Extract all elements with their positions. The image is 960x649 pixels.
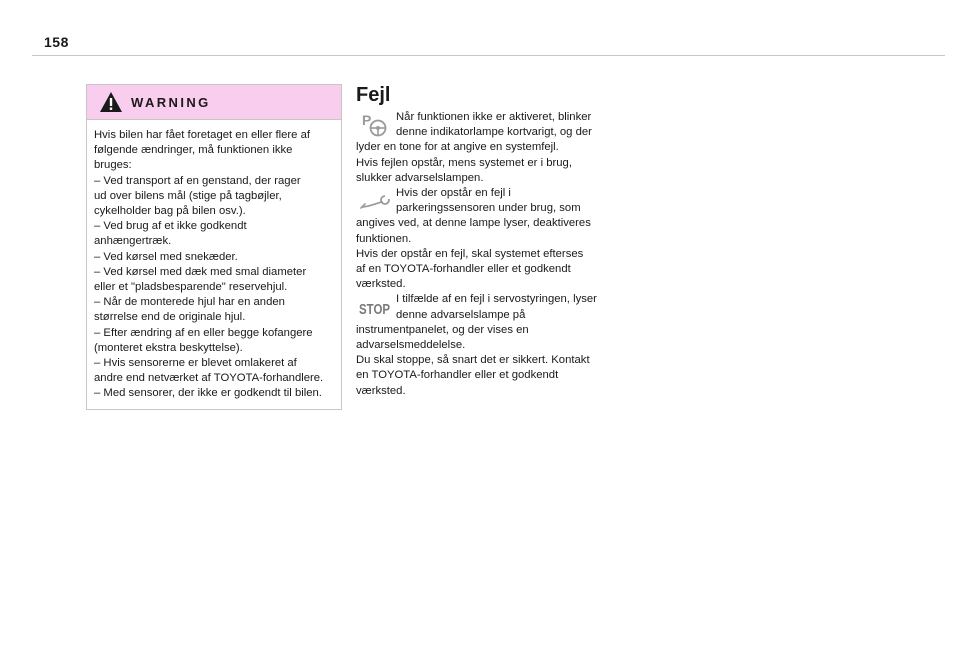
- warning-title: WARNING: [131, 94, 211, 110]
- page-number: 158: [44, 34, 69, 50]
- text-line: lyder en tone for at angive en systemfejl.: [356, 141, 559, 154]
- warning-line: – Hvis sensorerne er blevet omlakeret af: [94, 357, 297, 370]
- text-line: angives ved, at denne lampe lyser, deaktiveres: [356, 217, 591, 230]
- parking-assist-steering-icon: [358, 112, 392, 138]
- text-line: Hvis der opstår en fejl, skal systemet efterses: [356, 247, 584, 260]
- warning-line: – Ved brug af et ikke godkendt: [94, 220, 247, 233]
- text-line: værksted.: [356, 384, 406, 397]
- warning-box: [86, 84, 342, 410]
- fault-block-parking-assist: [356, 110, 608, 140]
- warning-line: andre end netværket af TOYOTA-forhandlere.: [94, 372, 324, 385]
- warning-line: følgende ændringer, må funktionen ikke: [94, 144, 293, 157]
- text-line: værksted.: [356, 278, 406, 291]
- text-line: slukker advarselslampen.: [356, 171, 484, 184]
- text-line: af en TOYOTA-forhandler eller et godkendt: [356, 263, 571, 276]
- text-line: en TOYOTA-forhandler eller et godkendt: [356, 369, 559, 382]
- fault-block-sensor: [356, 186, 608, 216]
- warning-line: ud over bilens mål (stige på tagbøjler,: [94, 189, 282, 202]
- warning-line: – Når de monterede hjul har en anden: [94, 296, 285, 309]
- warning-line: Hvis bilen har fået foretaget en eller flere af: [94, 129, 311, 141]
- text-line: Hvis fejlen opstår, mens systemet er i brug,: [356, 156, 572, 169]
- stop-warning-icon: [358, 296, 392, 322]
- warning-line: størrelse end de originale hjul.: [94, 311, 246, 324]
- fault-content: [356, 110, 608, 399]
- warning-line: anhængertræk.: [94, 235, 172, 248]
- text-line: Hvis der opstår en fejl i: [396, 187, 511, 200]
- warning-body: [87, 120, 341, 402]
- warning-line: – Ved kørsel med snekæder.: [94, 250, 238, 263]
- fault-block-power-steering: [356, 292, 608, 322]
- warning-line: – Ved kørsel med dæk med smal diameter: [94, 265, 307, 278]
- warning-header: [87, 85, 341, 120]
- text-line: instrumentpanelet, og der vises en: [356, 323, 529, 336]
- header-divider: [32, 55, 945, 56]
- text-line: Du skal stoppe, så snart det er sikkert. Kontakt: [356, 354, 590, 367]
- stop-icon-text: STOP: [359, 302, 391, 319]
- text-line: Når funktionen ikke er aktiveret, blinker: [396, 111, 592, 123]
- text-line: I tilfælde af en fejl i servostyringen, lyser: [396, 293, 597, 306]
- text-line: denne indikatorlampe kortvarigt, og der: [396, 126, 592, 139]
- warning-line: – Med sensorer, der ikke er godkendt til bilen.: [94, 387, 322, 400]
- warning-triangle-icon: [99, 91, 123, 113]
- warning-line: eller et "pladsbesparende" reservehjul.: [94, 281, 288, 294]
- warning-line: – Ved transport af en genstand, der rager: [94, 174, 301, 187]
- svg-text:P: P: [362, 112, 372, 128]
- text-line: funktionen.: [356, 232, 412, 245]
- warning-line: bruges:: [94, 159, 132, 172]
- text-line: advarselsmeddelelse.: [356, 339, 466, 352]
- warning-line: – Efter ændring af en eller begge kofangere: [94, 326, 313, 339]
- text-line: parkeringssensoren under brug, som: [396, 202, 581, 215]
- text-line: denne advarselslampe på: [396, 308, 526, 321]
- warning-line: (monteret ekstra beskyttelse).: [94, 341, 243, 354]
- wrench-service-icon: [358, 189, 392, 215]
- warning-line: cykelholder bag på bilen osv.).: [94, 205, 246, 218]
- section-title: Fejl: [356, 84, 391, 106]
